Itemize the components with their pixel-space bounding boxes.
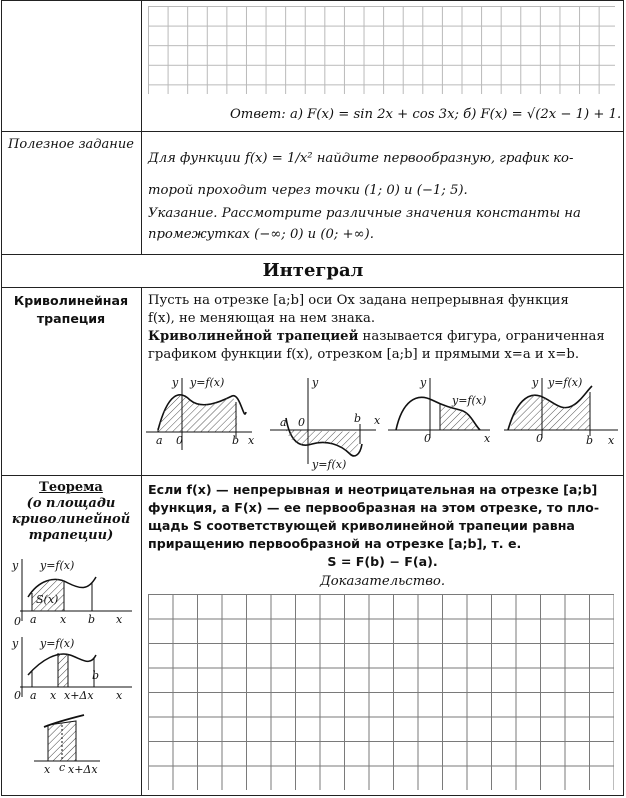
- curvilinear-label-line2: трапеция: [36, 311, 106, 326]
- tf2-y: y: [12, 637, 19, 650]
- g2-fx: y=f(x): [312, 458, 347, 471]
- g3-zero: 0: [424, 432, 431, 445]
- tf2-x: x: [50, 689, 57, 702]
- g4-fx: y=f(x): [548, 376, 583, 389]
- g1-y: y: [172, 376, 179, 389]
- useful-task-line2: торой проходит через точки (1; 0) и (−1; 5).: [148, 183, 468, 198]
- theorem-line1: Если f(x) — непрерывная и неотрицательная на отрезке [a;b]: [148, 482, 598, 497]
- tf2-a: a: [30, 689, 37, 702]
- theorem-sub2: криволинейной: [11, 512, 131, 527]
- g4-y: y: [532, 376, 539, 389]
- proof-heading: Доказательство.: [319, 574, 446, 589]
- curvilinear-p2-rest: называется фигура, ограниченная: [358, 329, 605, 344]
- theorem-fig-3: [34, 715, 100, 776]
- g2-b: b: [354, 412, 362, 425]
- tf2-fx: y=f(x): [40, 637, 75, 650]
- section-title: Интеграл: [262, 260, 364, 281]
- tf1-zero: 0: [14, 615, 21, 628]
- g3-y: y: [420, 376, 427, 389]
- tf2-xdx: x+Δx: [64, 689, 94, 702]
- divider: [1, 287, 624, 288]
- useful-task-line1: Для функции f(x) = 1/x² найдите первообразную, график ко-: [148, 151, 574, 166]
- useful-task-hint1: Указание. Рассмотрите различные значения константы на: [148, 206, 581, 221]
- g2-a: a: [280, 416, 287, 429]
- answer-line: [230, 106, 621, 124]
- tf3-c: c: [59, 761, 66, 774]
- g2-y: y: [312, 376, 319, 389]
- theorem-sub1: (о площади: [26, 496, 116, 511]
- tf1-b: b: [88, 613, 96, 626]
- graph-3: [388, 376, 491, 445]
- tf1-a: a: [30, 613, 37, 626]
- curvilinear-p2-line2: графиком функции f(x), отрезком [a;b] и прямыми x=a и x=b.: [148, 347, 580, 362]
- tf3-x: x: [44, 763, 51, 776]
- g1-zero: 0: [176, 434, 183, 447]
- curvilinear-p1-line2: f(x), не меняющая на нем знака.: [148, 311, 376, 326]
- answer-text: а) F(x) = sin 2x + cos 3x; б) F(x) = √(2x − 1) + 1.: [289, 107, 622, 122]
- theorem-figures: [4, 555, 138, 795]
- g1-fx: y=f(x): [190, 376, 225, 389]
- theorem-title: Теорема: [39, 480, 103, 495]
- tf2-b: b: [92, 669, 100, 682]
- g3-fx: y=f(x): [452, 394, 487, 407]
- divider: [1, 131, 624, 132]
- column-divider: [141, 0, 142, 254]
- tf3-xdx: x+Δx: [68, 763, 98, 776]
- column-divider: [141, 287, 142, 796]
- tf2-xaxis: x: [116, 689, 123, 702]
- useful-task-hint2: промежутках (−∞; 0) и (0; +∞).: [148, 227, 374, 242]
- curvilinear-definition-term: Криволинейной трапецией: [148, 329, 359, 344]
- theorem-line2: функция, а F(x) — ее первообразная на этом отрезке, то пло-: [148, 500, 600, 515]
- theorem-line4: приращению первообразной на отрезке [a;b], т. е.: [148, 536, 522, 551]
- theorem-fig-1: [11, 559, 132, 628]
- g2-x: x: [374, 414, 381, 427]
- divider: [1, 475, 624, 476]
- theorem-line3: щадь S соответствующей криволинейной трапеции равна: [148, 518, 575, 533]
- tf1-x: x: [60, 613, 67, 626]
- curvilinear-p1-line1: Пусть на отрезке [a;b] оси Ox задана непрерывная функция: [148, 293, 569, 308]
- tf1-Sx: S(x): [36, 593, 59, 606]
- theorem-sub3: трапеции): [28, 528, 114, 543]
- graph-4: [504, 376, 618, 447]
- g1-a: a: [156, 434, 163, 447]
- theorem-label: [4, 480, 138, 544]
- g4-b: b: [586, 434, 594, 447]
- g4-x: x: [608, 434, 615, 447]
- divider: [1, 254, 624, 255]
- answer-grid: [148, 6, 615, 94]
- tf1-xaxis: x: [116, 613, 123, 626]
- useful-task-label: Полезное задание: [8, 137, 134, 152]
- theorem-fig-2: [11, 637, 132, 702]
- tf1-fx: y=f(x): [40, 559, 75, 572]
- curvilinear-label-line1: Криволинейная: [13, 293, 129, 308]
- g3-x: x: [484, 432, 491, 445]
- g1-x: x: [248, 434, 255, 447]
- g1-b: b: [232, 434, 240, 447]
- proof-grid: [148, 594, 614, 790]
- graph-1: [146, 376, 255, 450]
- curvilinear-label: [4, 292, 138, 328]
- graph-2: [270, 376, 381, 471]
- answer-label: Ответ:: [230, 107, 286, 122]
- g4-zero: 0: [536, 432, 543, 445]
- curvilinear-graphs: [140, 372, 624, 472]
- tf2-zero: 0: [14, 689, 21, 702]
- g2-zero: 0: [298, 416, 305, 429]
- theorem-formula: S = F(b) − F(a).: [327, 554, 438, 569]
- tf1-y: y: [12, 559, 19, 572]
- curvilinear-p2-line1: [148, 328, 605, 346]
